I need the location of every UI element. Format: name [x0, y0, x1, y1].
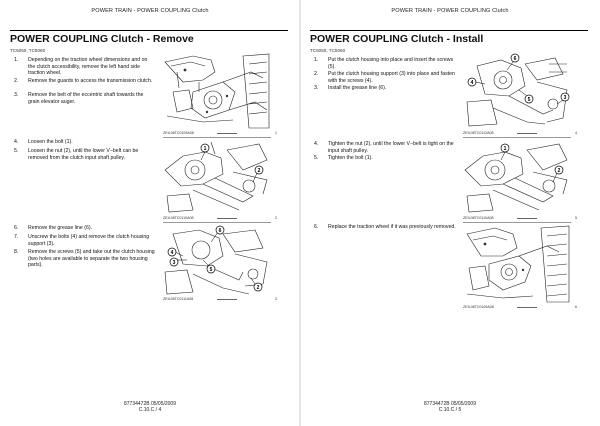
callout-number: 3	[563, 95, 567, 101]
header-rule	[310, 30, 588, 31]
callout-number: 6	[513, 56, 517, 62]
step-number: 6.	[14, 225, 19, 231]
right-page	[300, 0, 600, 426]
callout-number: 5	[527, 97, 531, 103]
figure-illustration	[163, 52, 271, 130]
callout-number: 1	[503, 146, 507, 152]
clutch-housing-drawing	[163, 224, 271, 296]
callout-2	[555, 166, 563, 174]
step-text: Put the clutch housing support (3) into place and fasten with the screws (4).	[328, 71, 455, 84]
step-number: 5.	[314, 155, 319, 161]
figure-illustration	[463, 52, 571, 130]
callout-4	[468, 78, 476, 86]
callout-5	[207, 265, 215, 273]
figure-code: ZEIL08TC0110A08	[463, 216, 494, 220]
step-number: 8.	[14, 249, 19, 255]
figure-illustration	[163, 140, 271, 215]
figure-code: ZEIL08TC0112A08	[463, 131, 494, 135]
figure-index: 3	[275, 297, 277, 301]
step-number: 2.	[314, 71, 319, 77]
figure-rule	[163, 137, 271, 138]
step-number: 1.	[14, 57, 19, 63]
callout-number: 4	[170, 250, 174, 256]
callout-number: 5	[209, 267, 213, 273]
step-text: Remove the belt of the eccentric shaft towards the grain elevator auger.	[28, 92, 144, 105]
figure-rule	[463, 222, 571, 223]
step-text: Replace the traction wheel if it was previously removed.	[328, 224, 456, 230]
traction-wheel-drawing	[463, 224, 571, 304]
page-title: POWER COUPLING Clutch - Remove	[10, 33, 194, 45]
step-text: Tighten the bolt (1).	[328, 155, 373, 161]
figure-index: 5	[575, 216, 577, 220]
figure-code: ZEIL08TC0109A08	[463, 305, 494, 309]
callout-6	[511, 54, 519, 62]
running-head: POWER TRAIN - POWER COUPLING Clutch	[391, 8, 509, 14]
model-list: TC5050, TC5060	[310, 48, 346, 53]
step-number: 7.	[14, 234, 19, 240]
callout-number: 2	[557, 168, 561, 174]
figure-illustration	[463, 224, 571, 304]
figure-code: ZEIL08TC0110A08	[163, 216, 194, 220]
step-number: 3.	[314, 85, 319, 91]
figure-index: 2	[275, 216, 277, 220]
step-text: Remove the screws (5) and take out the clutch housing (two holes are available to separate the two housing parts).	[28, 249, 155, 269]
step-text: Tighten the nut (2), until the lower V−belt is tight on the input shaft pulley.	[328, 141, 454, 154]
caption-rule	[517, 133, 537, 134]
callout-3	[561, 93, 569, 101]
step-text: Install the grease line (6).	[328, 85, 387, 91]
footer-page-number: C.10.C / 4	[138, 407, 162, 413]
figure-index: 4	[575, 131, 577, 135]
step-number: 4.	[14, 139, 19, 145]
step-text: Remove the guards to access the transmission clutch.	[28, 78, 153, 84]
figure-code: ZEIL08TC0111A08	[163, 297, 194, 301]
step-number: 2.	[14, 78, 19, 84]
callout-1	[501, 144, 509, 152]
step-number: 5.	[14, 148, 19, 154]
page-title: POWER COUPLING Clutch - Install	[310, 33, 484, 45]
figure-rule	[163, 222, 271, 223]
step-number: 4.	[314, 141, 319, 147]
figure-rule	[463, 137, 571, 138]
step-text: Loosen the nut (2), until the lower V−belt can be removed from the clutch input shaft pulley.	[28, 148, 139, 161]
callout-1	[201, 144, 209, 152]
figure-index: 1	[275, 131, 277, 135]
caption-rule	[217, 299, 237, 300]
clutch-belt-drawing	[463, 140, 571, 215]
step-text: Depending on the traction wheel dimensions and on the clutch accessibility, remove the left hand side traction wheel.	[28, 57, 148, 77]
callout-4	[168, 248, 176, 256]
caption-rule	[217, 218, 237, 219]
figure-index: 6	[575, 305, 577, 309]
caption-rule	[217, 133, 237, 134]
footer-page-number: C.10.C / 5	[438, 407, 462, 413]
clutch-housing-drawing	[463, 52, 571, 130]
step-number: 6.	[314, 224, 319, 230]
callout-number: 2	[256, 285, 260, 291]
callout-6	[216, 226, 224, 234]
clutch-belt-drawing	[163, 140, 271, 215]
header-rule	[10, 30, 288, 31]
callout-number: 6	[218, 228, 222, 234]
running-head: POWER TRAIN - POWER COUPLING Clutch	[91, 8, 209, 14]
callout-number: 4	[470, 80, 474, 86]
step-text: Remove the grease line (6).	[28, 225, 93, 231]
clutch-drawing	[163, 52, 271, 130]
step-text: Unscrew the bolts (4) and remove the clutch housing support (3).	[28, 234, 150, 247]
model-list: TC5050, TC5060	[10, 48, 46, 53]
footer-doc-number: 87734472B 05/05/2009	[424, 401, 476, 407]
callout-number: 2	[257, 168, 261, 174]
callout-5	[525, 95, 533, 103]
footer-doc-number: 87734472B 05/05/2009	[124, 401, 176, 407]
callout-number: 1	[203, 146, 207, 152]
step-text: Put the clutch housing into place and insert the screws (5).	[328, 57, 454, 70]
step-number: 1.	[314, 57, 319, 63]
callout-number: 3	[172, 260, 176, 266]
callout-3	[170, 258, 178, 266]
step-number: 3.	[14, 92, 19, 98]
step-text: Loosen the bolt (1).	[28, 139, 73, 145]
figure-illustration	[163, 224, 271, 296]
figure-illustration	[463, 140, 571, 215]
callout-2	[254, 283, 262, 291]
caption-rule	[517, 218, 537, 219]
callout-2	[255, 166, 263, 174]
figure-code: ZEIL08TC0109A08	[163, 131, 194, 135]
caption-rule	[517, 307, 537, 308]
